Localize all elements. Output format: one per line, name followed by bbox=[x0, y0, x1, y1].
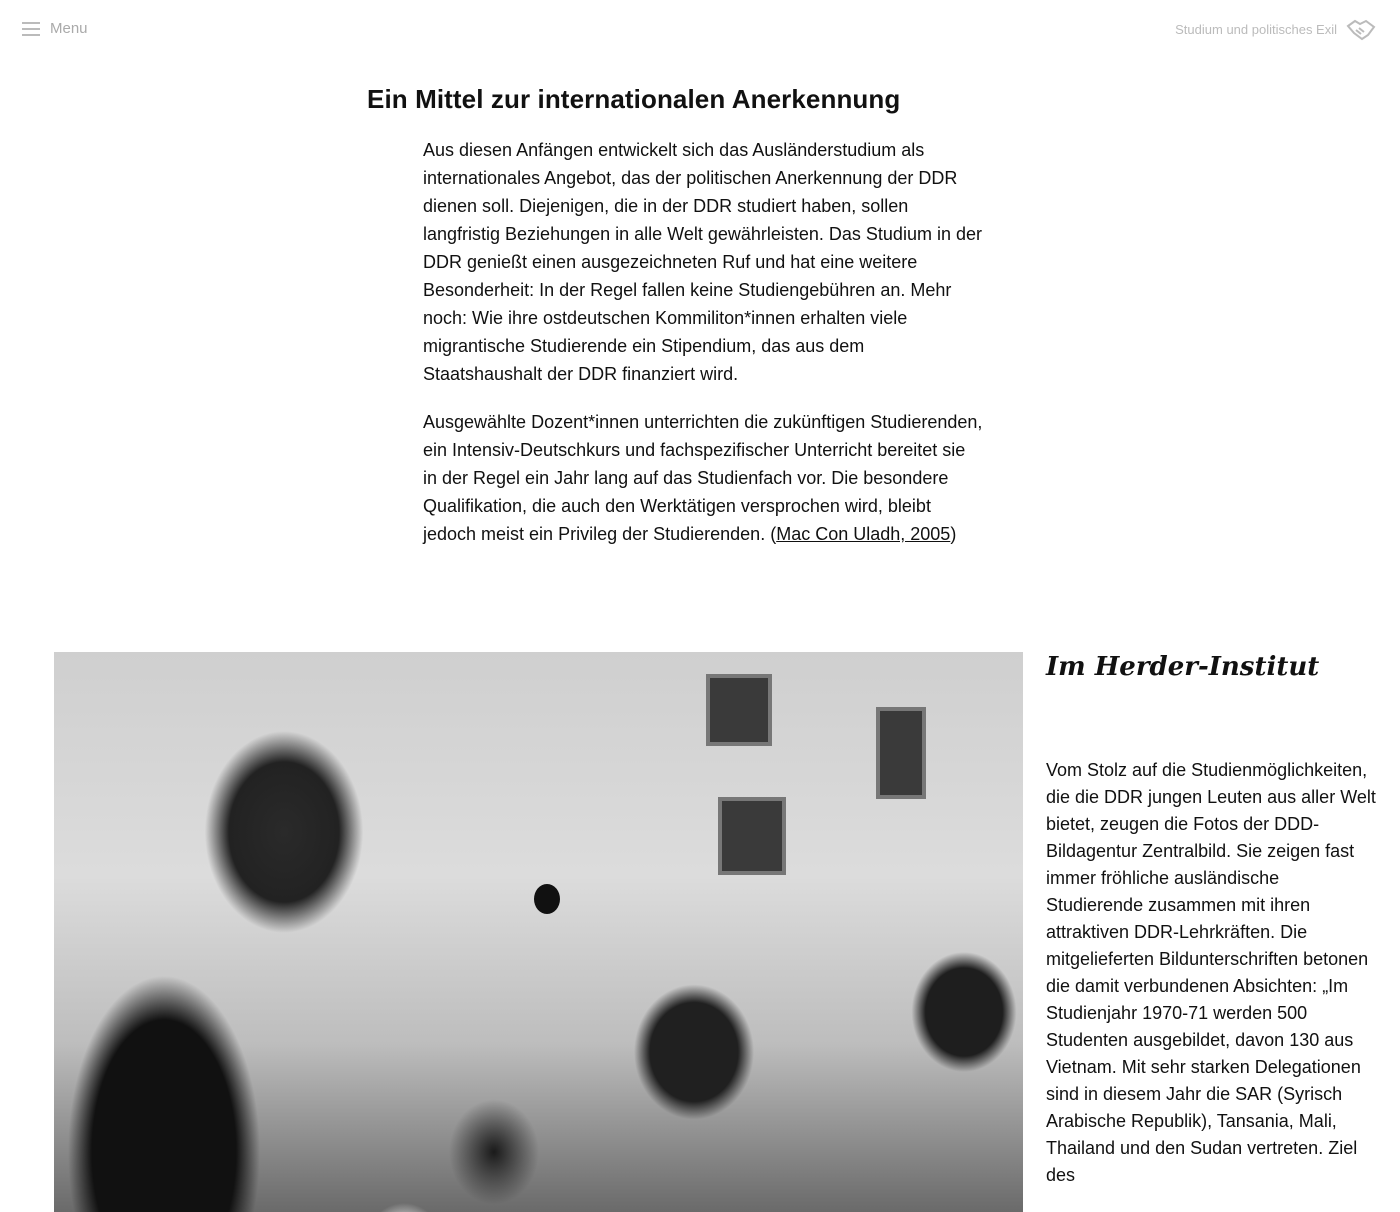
section-heading: Ein Mittel zur internationalen Anerkennung bbox=[367, 84, 901, 114]
paragraph-text: Ausgewählte Dozent*innen unterrichten die zukünftigen Studierenden, ein Intensiv-Deutschkurs und fachspezifischer Unterricht bereitet sie in der Regel ein Jahr lang auf das Studienfach vor. Die besondere Qualifikation, die auch den Werktätigen versprochen wird, bleibt jedoch meist ein Privileg der Studierenden. ( bbox=[423, 412, 983, 544]
menu-button[interactable] bbox=[22, 20, 88, 37]
sidebar-text: Vom Stolz auf die Studienmöglichkeiten, die die DDR jungen Leuten aus aller Welt bietet, zeugen die Fotos der DDD-Bildagentur Zentralbild. Sie zeigen fast immer fröhliche ausländische Studierende zusammen mit ihren attraktiven DDR-Lehrkräften. Die mitgelieferten Bildunterschriften betonen die damit verbundenen Absichten: „Im Studienjahr 1970-71 werden 500 Studenten ausgebildet, davon 130 aus Vietnam. Mit sehr starken Delegationen sind in diesem Jahr die SAR (Syrisch Arabische Republik), Tansania, Mali, Thailand und den Sudan vertreten. Ziel des bbox=[1046, 760, 1376, 1185]
article-body bbox=[423, 136, 983, 568]
wall-dot bbox=[534, 884, 560, 914]
wall-picture bbox=[876, 707, 926, 799]
citation-link[interactable]: Mac Con Uladh, 2005 bbox=[776, 524, 951, 544]
site-title[interactable]: Studium und politisches Exil bbox=[1175, 22, 1337, 37]
paragraph bbox=[423, 408, 983, 548]
paragraph-text: ) bbox=[950, 524, 957, 544]
sidebar-title: Im Herder-Institut bbox=[1046, 652, 1320, 682]
menu-label: Menu bbox=[50, 20, 88, 37]
wall-picture bbox=[706, 674, 772, 746]
hamburger-icon bbox=[22, 22, 40, 36]
paragraph: Aus diesen Anfängen entwickelt sich das Ausländerstudium als internationales Angebot, das der politischen Anerkennung der DDR dienen soll. Diejenigen, die in der DDR studiert haben, sollen langfristig Beziehungen in alle Welt gewährleisten. Das Studium in der DDR genießt einen ausgezeichneten Ruf und hat eine weitere Besonderheit: In der Regel fallen keine Studiengebühren an. Mehr noch: Wie ihre ostdeutschen Kommiliton*innen erhalten viele migrantische Studierende ein Stipendium, das aus dem Staatshaushalt der DDR finanziert wird. bbox=[423, 140, 982, 384]
classroom-photo bbox=[54, 652, 1023, 1212]
handshake-icon[interactable] bbox=[1346, 18, 1376, 42]
wall-picture bbox=[718, 797, 786, 875]
